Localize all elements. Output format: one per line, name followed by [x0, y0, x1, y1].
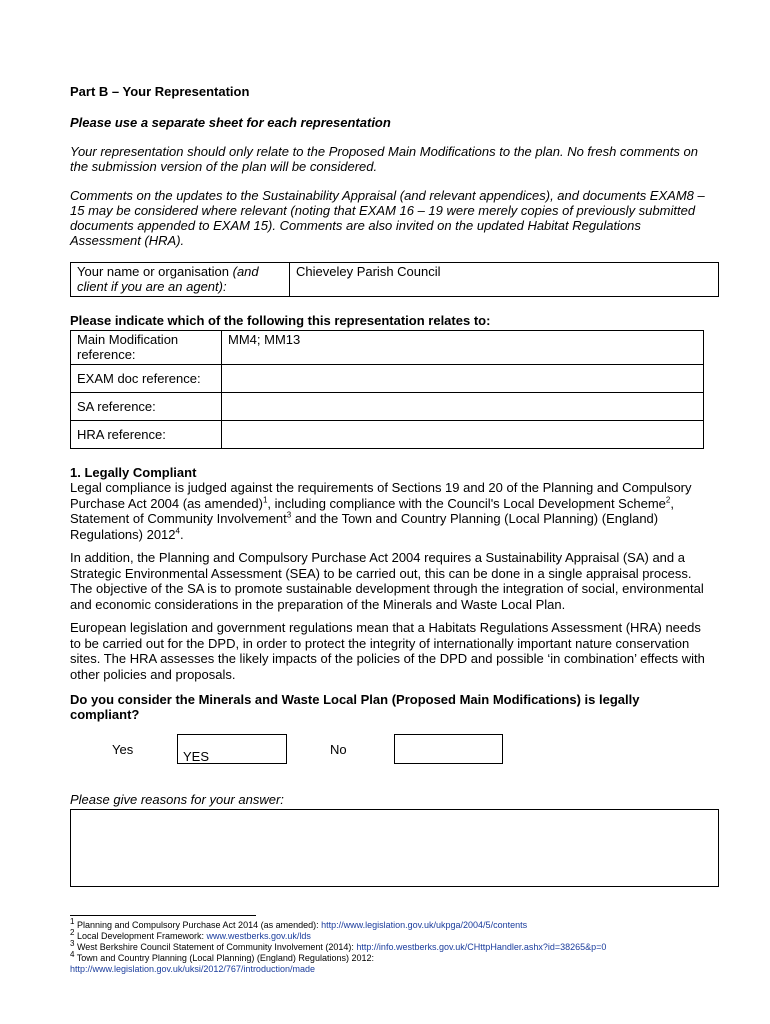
section-legally-compliant-heading: 1. Legally Compliant	[70, 465, 197, 480]
intro-paragraph-2: Comments on the updates to the Sustainability Appraisal (and relevant appendices), and documents EXAM8 – 15 may be considered where relevant (noting that EXAM 16 – 19 were merely copies of previously submitted documents appended to EXAM 15). Comments are also invited on the updated Habitat Regulations Assessment (HRA).	[70, 188, 705, 248]
reasons-textarea[interactable]	[70, 809, 719, 887]
footnote-2: $^2$ Local Development Framework: www.westberks.gov.uk/lds	[70, 928, 311, 941]
footnote-divider	[70, 915, 256, 916]
legal-compliance-paragraph: Legal compliance is judged against the requirements of Sections 19 and 20 of the Planning and Compulsory Purchase Act 2004 (as amended)$^1$, including compliance with the Council's Local Development Scheme$^2$, Statement of Community Involvement$^3$ and the Town and Country Planning (Local Planning) (England) Regulations) 2012$^4$.	[70, 480, 692, 542]
hra-reference-label: HRA reference:	[71, 421, 222, 449]
no-label: No	[330, 742, 347, 757]
footnote-3-link[interactable]: http://info.westberks.gov.uk/CHttpHandler.ashx?id=38265&p=0	[356, 942, 607, 952]
sa-reference-label: SA reference:	[71, 393, 222, 421]
exam-doc-label: EXAM doc reference:	[71, 365, 222, 393]
footnote-4: $^4$ Town and Country Planning (Local Planning) (England) Regulations) 2012: http://www.legislation.gov.uk/uksi/2012/767/introduction/made	[70, 950, 374, 974]
main-modification-field[interactable]: MM4; MM13	[222, 331, 704, 365]
intro-paragraph-1: Your representation should only relate to the Proposed Main Modifications to the plan. No fresh comments on the submission version of the plan will be considered.	[70, 144, 698, 174]
hra-reference-field[interactable]	[222, 421, 704, 449]
exam-doc-field[interactable]	[222, 365, 704, 393]
no-answer-box[interactable]	[394, 734, 503, 764]
footnote-4-link[interactable]: http://www.legislation.gov.uk/uksi/2012/767/introduction/made	[70, 964, 315, 974]
main-modification-label: Main Modification reference:	[71, 331, 222, 365]
yes-answer-box[interactable]: YES	[177, 734, 287, 764]
sa-paragraph: In addition, the Planning and Compulsory Purchase Act 2004 requires a Sustainability Appraisal (SA) and a Strategic Environmental Assessment (SEA) to be carried out, this can be done in a single appraisal process. The objective of the SA is to promote sustainable development through the integration of social, environmental and economic considerations in the preparation of the Minerals and Waste Local Plan.	[70, 550, 704, 612]
footnote-3: $^3$ West Berkshire Council Statement of Community Involvement (2014): http://info.westberks.gov.uk/CHttpHandler.ashx?id=38265&p=0	[70, 939, 607, 952]
name-table	[70, 262, 719, 297]
name-label: Your name or organisation	[77, 264, 233, 279]
sa-reference-field[interactable]	[222, 393, 704, 421]
reference-table	[70, 330, 704, 449]
footnote-2-link[interactable]: www.westberks.gov.uk/lds	[206, 931, 311, 941]
separate-sheet-note: Please use a separate sheet for each representation	[70, 115, 391, 130]
indicate-heading: Please indicate which of the following this representation relates to:	[70, 313, 491, 328]
yes-label: Yes	[112, 742, 134, 757]
reasons-label: Please give reasons for your answer:	[70, 792, 284, 807]
name-value-field[interactable]: Chieveley Parish Council	[290, 263, 719, 297]
footnote-1-link[interactable]: http://www.legislation.gov.uk/ukpga/2004/5/contents	[321, 920, 528, 930]
part-heading: Part B – Your Representation	[70, 84, 250, 99]
hra-paragraph: European legislation and government regulations mean that a Habitats Regulations Assessment (HRA) needs to be carried out for the DPD, in order to protect the integrity of internationally important nature conservation sites. The HRA assesses the likely impacts of the policies of the DPD and possible ‘in combination’ effects with other policies and proposals.	[70, 620, 705, 682]
name-label-agent: (and client if you are an agent):	[77, 264, 259, 294]
legal-compliance-question: Do you consider the Minerals and Waste Local Plan (Proposed Main Modifications) is legally compliant?	[70, 692, 640, 722]
footnotes	[70, 915, 730, 975]
yes-no-row	[70, 734, 710, 786]
footnote-1: $^1$ Planning and Compulsory Purchase Act 2014 (as amended): http://www.legislation.gov.uk/ukpga/2004/5/contents	[70, 917, 528, 930]
name-label-cell	[71, 263, 290, 297]
form-page	[70, 84, 710, 887]
